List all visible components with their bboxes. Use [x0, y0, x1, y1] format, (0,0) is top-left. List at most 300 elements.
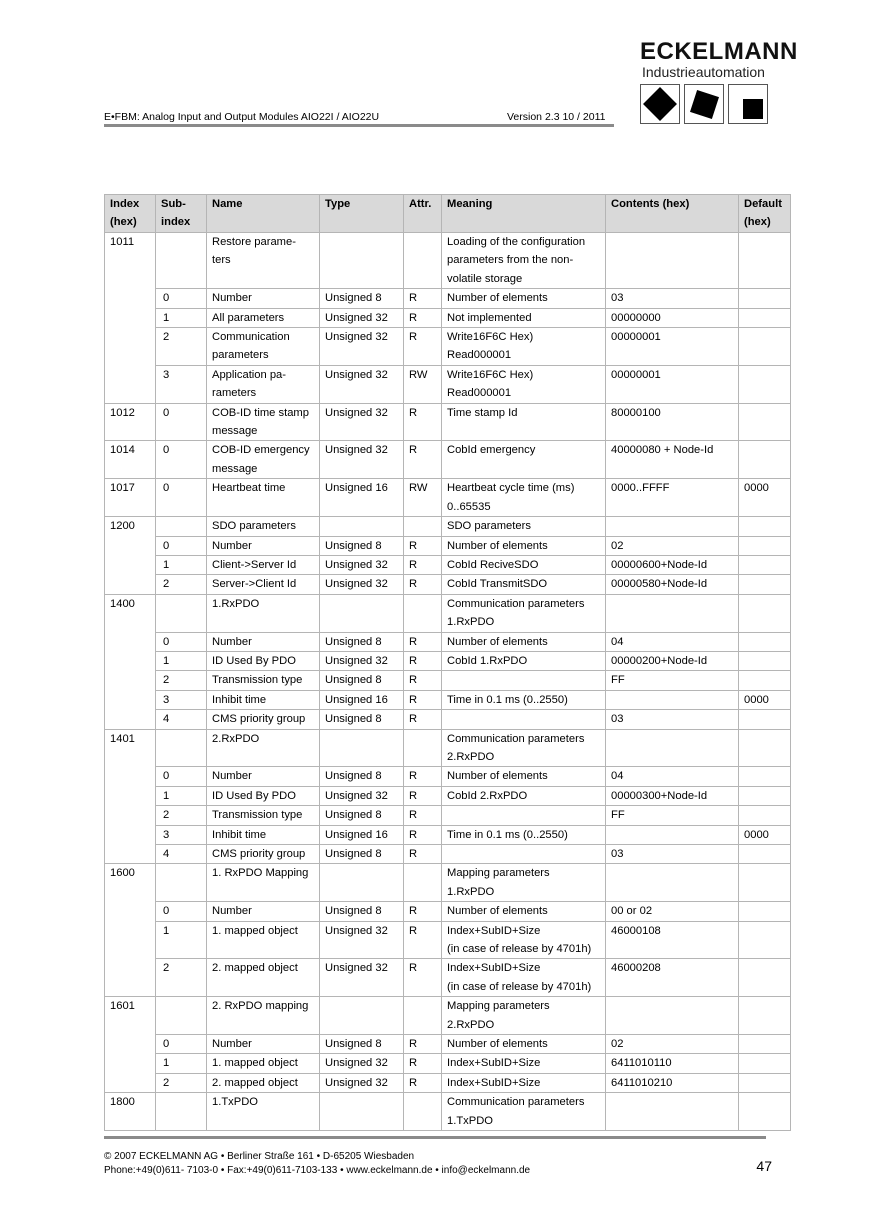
cell-type: Unsigned 8 [320, 767, 404, 786]
cell-subindex: 0 [156, 289, 207, 308]
cell-type: Unsigned 32 [320, 651, 404, 670]
column-header-line: Attr. [409, 198, 432, 210]
cell-name: CMS priority group [207, 845, 320, 864]
table-row [105, 479, 791, 517]
cell-default: 0000 [739, 479, 791, 517]
cell-default [739, 233, 791, 289]
cell-attr [404, 997, 442, 1035]
cell-name: Number [207, 632, 320, 651]
cell-name: ID Used By PDO [207, 651, 320, 670]
column-header-line: Meaning [447, 198, 493, 210]
cell-index [105, 632, 156, 651]
cell-default [739, 864, 791, 902]
cell-type: Unsigned 8 [320, 536, 404, 555]
cell-default [739, 651, 791, 670]
cell-index [105, 308, 156, 327]
cell-default [739, 671, 791, 690]
cell-meaning: Number of elements [442, 289, 606, 308]
cell-attr: R [404, 289, 442, 308]
cell-default [739, 1073, 791, 1092]
cell-default: 0000 [739, 825, 791, 844]
cell-type: Unsigned 8 [320, 289, 404, 308]
column-header [207, 195, 320, 233]
cell-name: Number [207, 902, 320, 921]
cell-contents: 00000200+Node-Id [606, 651, 739, 670]
object-dictionary-table [104, 194, 791, 1131]
cell-contents: 00000000 [606, 308, 739, 327]
cell-contents: 00000580+Node-Id [606, 575, 739, 594]
cell-meaning: Index+SubID+Size [442, 1054, 606, 1073]
table-row [105, 1093, 791, 1131]
footer-address: © 2007 ECKELMANN AG • Berliner Straße 161 • D-65205 Wiesbaden [104, 1151, 415, 1162]
cell-attr: R [404, 1073, 442, 1092]
cell-index [105, 1035, 156, 1054]
cell-name: COB-ID emergency message [207, 441, 320, 479]
cell-default [739, 632, 791, 651]
cell-subindex: 1 [156, 308, 207, 327]
cell-meaning [442, 845, 606, 864]
cell-contents [606, 864, 739, 902]
cell-name: Heartbeat time [207, 479, 320, 517]
cell-index [105, 328, 156, 366]
cell-name: 2. mapped object [207, 959, 320, 997]
cell-default [739, 786, 791, 805]
cell-type: Unsigned 8 [320, 902, 404, 921]
cell-attr: R [404, 308, 442, 327]
cell-type: Unsigned 8 [320, 671, 404, 690]
cell-meaning: Not implemented [442, 308, 606, 327]
cell-name: SDO parameters [207, 517, 320, 536]
cell-attr: R [404, 902, 442, 921]
cell-name: Number [207, 1035, 320, 1054]
cell-index: 1014 [105, 441, 156, 479]
cell-contents: 02 [606, 536, 739, 555]
cell-default [739, 517, 791, 536]
cell-index [105, 786, 156, 805]
cell-meaning: Number of elements [442, 767, 606, 786]
cell-type [320, 1093, 404, 1131]
cell-meaning: Index+SubID+Size [442, 1073, 606, 1092]
cell-subindex: 0 [156, 403, 207, 441]
cell-attr: R [404, 710, 442, 729]
cell-attr [404, 233, 442, 289]
cell-subindex: 0 [156, 1035, 207, 1054]
cell-meaning: Index+SubID+Size (in case of release by 4701h) [442, 959, 606, 997]
cell-attr: R [404, 1035, 442, 1054]
cell-attr: R [404, 575, 442, 594]
cell-index: 1011 [105, 233, 156, 289]
cell-default [739, 328, 791, 366]
cell-name: Number [207, 767, 320, 786]
cell-default [739, 536, 791, 555]
table-row [105, 289, 791, 308]
cell-attr [404, 864, 442, 902]
cell-default [739, 289, 791, 308]
cell-default [739, 710, 791, 729]
cell-meaning: Communication parameters 2.RxPDO [442, 729, 606, 767]
table-row [105, 594, 791, 632]
table-row [105, 845, 791, 864]
table-row [105, 921, 791, 959]
table-row [105, 233, 791, 289]
table-row [105, 864, 791, 902]
cell-type: Unsigned 16 [320, 479, 404, 517]
cell-name: Number [207, 536, 320, 555]
cell-attr: R [404, 441, 442, 479]
cell-index: 1012 [105, 403, 156, 441]
cell-name: 1. RxPDO Mapping [207, 864, 320, 902]
cell-name: CMS priority group [207, 710, 320, 729]
cell-index: 1600 [105, 864, 156, 902]
cell-subindex: 2 [156, 671, 207, 690]
brand-name: ECKELMANN [640, 38, 798, 65]
cell-subindex: 1 [156, 921, 207, 959]
cell-name: Restore parame- ters [207, 233, 320, 289]
cell-meaning: Heartbeat cycle time (ms) 0..65535 [442, 479, 606, 517]
cell-type: Unsigned 32 [320, 403, 404, 441]
cell-meaning: Time stamp Id [442, 403, 606, 441]
cell-contents: 00000300+Node-Id [606, 786, 739, 805]
table-row [105, 1054, 791, 1073]
cell-subindex: 0 [156, 441, 207, 479]
cell-contents: 6411010210 [606, 1073, 739, 1092]
cell-type: Unsigned 32 [320, 1054, 404, 1073]
cell-subindex [156, 729, 207, 767]
cell-name: Communication parameters [207, 328, 320, 366]
table-row [105, 690, 791, 709]
cell-contents [606, 825, 739, 844]
cell-name: 1.RxPDO [207, 594, 320, 632]
cell-attr: R [404, 1054, 442, 1073]
cell-attr: R [404, 632, 442, 651]
cell-subindex: 2 [156, 328, 207, 366]
cell-default [739, 729, 791, 767]
cell-name: Inhibit time [207, 825, 320, 844]
cell-attr: R [404, 671, 442, 690]
column-header-line: index [161, 216, 191, 229]
cell-name: Application pa- rameters [207, 365, 320, 403]
cell-meaning: CobId ReciveSDO [442, 555, 606, 574]
table-row [105, 517, 791, 536]
cell-type: Unsigned 32 [320, 575, 404, 594]
cell-default [739, 308, 791, 327]
cell-default [739, 806, 791, 825]
cell-type: Unsigned 32 [320, 365, 404, 403]
cell-index: 1200 [105, 517, 156, 536]
cell-type: Unsigned 16 [320, 825, 404, 844]
table-row [105, 806, 791, 825]
cell-name: 2.RxPDO [207, 729, 320, 767]
company-logo [640, 38, 798, 80]
table-row [105, 710, 791, 729]
table-row [105, 575, 791, 594]
cell-name: Transmission type [207, 806, 320, 825]
cell-name: Number [207, 289, 320, 308]
cell-default [739, 403, 791, 441]
cell-subindex: 3 [156, 690, 207, 709]
cell-attr: R [404, 690, 442, 709]
cell-meaning: Time in 0.1 ms (0..2550) [442, 690, 606, 709]
cell-default [739, 921, 791, 959]
cell-index [105, 555, 156, 574]
cell-subindex [156, 997, 207, 1035]
cell-contents [606, 997, 739, 1035]
cell-subindex: 0 [156, 479, 207, 517]
cell-type: Unsigned 8 [320, 1035, 404, 1054]
column-header [442, 195, 606, 233]
cell-index [105, 575, 156, 594]
cell-type [320, 729, 404, 767]
cell-attr: R [404, 786, 442, 805]
cell-attr: R [404, 806, 442, 825]
cell-type [320, 997, 404, 1035]
cell-type: Unsigned 32 [320, 921, 404, 959]
table-row [105, 441, 791, 479]
cell-subindex: 4 [156, 710, 207, 729]
cell-meaning: CobId 2.RxPDO [442, 786, 606, 805]
cell-subindex [156, 594, 207, 632]
table-row [105, 671, 791, 690]
cell-name: 1. mapped object [207, 921, 320, 959]
cell-meaning: Communication parameters 1.RxPDO [442, 594, 606, 632]
column-header [156, 195, 207, 233]
cell-subindex: 1 [156, 555, 207, 574]
document-title: E•FBM: Analog Input and Output Modules AIO22I / AIO22U [104, 111, 380, 123]
cell-index [105, 825, 156, 844]
cell-meaning [442, 671, 606, 690]
cell-type [320, 594, 404, 632]
cell-meaning: Write16F6C Hex) Read000001 [442, 328, 606, 366]
brand-subtitle: Industrieautomation [642, 64, 765, 80]
cell-meaning: Communication parameters 1.TxPDO [442, 1093, 606, 1131]
cell-index [105, 710, 156, 729]
cell-meaning [442, 806, 606, 825]
table-header-row [105, 195, 791, 233]
cell-contents: 03 [606, 845, 739, 864]
cell-attr: R [404, 403, 442, 441]
cell-name: 2. mapped object [207, 1073, 320, 1092]
cell-meaning: SDO parameters [442, 517, 606, 536]
column-header [105, 195, 156, 233]
column-header-line: Type [325, 198, 351, 210]
cell-default [739, 575, 791, 594]
cell-default [739, 1054, 791, 1073]
cell-subindex: 0 [156, 632, 207, 651]
cell-meaning: Number of elements [442, 536, 606, 555]
cell-contents: 00000001 [606, 365, 739, 403]
cell-subindex [156, 1093, 207, 1131]
cell-meaning [442, 710, 606, 729]
cell-attr [404, 729, 442, 767]
table-row [105, 308, 791, 327]
cell-attr [404, 517, 442, 536]
cell-index: 1017 [105, 479, 156, 517]
cell-contents: FF [606, 806, 739, 825]
cell-attr: R [404, 328, 442, 366]
cell-name: 1.TxPDO [207, 1093, 320, 1131]
document-version: Version 2.3 10 / 2011 [507, 111, 606, 123]
cell-default [739, 555, 791, 574]
cell-default [739, 365, 791, 403]
cell-contents: 03 [606, 289, 739, 308]
cell-default [739, 902, 791, 921]
cell-default [739, 959, 791, 997]
cell-attr: R [404, 959, 442, 997]
column-header-line: (hex) [110, 216, 137, 229]
table-row [105, 536, 791, 555]
cell-index [105, 921, 156, 959]
cell-subindex: 0 [156, 902, 207, 921]
cell-subindex: 2 [156, 1073, 207, 1092]
cell-type [320, 864, 404, 902]
column-header-line: Name [212, 198, 243, 210]
cell-type: Unsigned 16 [320, 690, 404, 709]
cell-type: Unsigned 8 [320, 632, 404, 651]
cell-default [739, 1093, 791, 1131]
header-divider [104, 124, 614, 127]
column-header [320, 195, 404, 233]
cell-contents: 46000208 [606, 959, 739, 997]
cell-type: Unsigned 8 [320, 845, 404, 864]
cell-default [739, 767, 791, 786]
cell-subindex: 1 [156, 786, 207, 805]
cell-contents: 02 [606, 1035, 739, 1054]
cell-index [105, 902, 156, 921]
cell-index [105, 536, 156, 555]
cell-meaning: CobId TransmitSDO [442, 575, 606, 594]
cell-subindex: 0 [156, 767, 207, 786]
cell-subindex: 2 [156, 806, 207, 825]
table-row [105, 1035, 791, 1054]
table-row [105, 959, 791, 997]
cell-contents: 04 [606, 767, 739, 786]
table-row [105, 365, 791, 403]
cell-name: Transmission type [207, 671, 320, 690]
cell-subindex [156, 517, 207, 536]
cell-type: Unsigned 32 [320, 308, 404, 327]
cell-attr: RW [404, 479, 442, 517]
cell-index [105, 651, 156, 670]
cell-type: Unsigned 32 [320, 441, 404, 479]
footer-contact: Phone:+49(0)611- 7103-0 • Fax:+49(0)611-7103-133 • www.eckelmann.de • info@eckelmann.de [104, 1165, 531, 1176]
cell-type [320, 233, 404, 289]
cell-type: Unsigned 32 [320, 786, 404, 805]
cell-subindex [156, 233, 207, 289]
column-header [606, 195, 739, 233]
cell-attr: R [404, 536, 442, 555]
cell-subindex: 3 [156, 825, 207, 844]
cell-default [739, 845, 791, 864]
table-row [105, 632, 791, 651]
cell-index [105, 845, 156, 864]
cell-index [105, 767, 156, 786]
cell-type: Unsigned 32 [320, 555, 404, 574]
cell-attr: R [404, 825, 442, 844]
column-header-line: Contents (hex) [611, 198, 690, 210]
cell-subindex: 0 [156, 536, 207, 555]
column-header-line: (hex) [744, 216, 771, 229]
cell-index [105, 1073, 156, 1092]
logo-squares-icon [640, 84, 768, 124]
cell-contents: FF [606, 671, 739, 690]
cell-contents: 04 [606, 632, 739, 651]
cell-contents [606, 517, 739, 536]
cell-name: Server->Client Id [207, 575, 320, 594]
cell-meaning: Number of elements [442, 632, 606, 651]
cell-contents: 6411010110 [606, 1054, 739, 1073]
cell-index [105, 365, 156, 403]
table-row [105, 767, 791, 786]
cell-contents: 46000108 [606, 921, 739, 959]
cell-type [320, 517, 404, 536]
cell-default [739, 997, 791, 1035]
cell-meaning: Mapping parameters 2.RxPDO [442, 997, 606, 1035]
column-header [739, 195, 791, 233]
cell-meaning: Index+SubID+Size (in case of release by 4701h) [442, 921, 606, 959]
cell-subindex: 1 [156, 1054, 207, 1073]
cell-contents [606, 233, 739, 289]
cell-attr: R [404, 921, 442, 959]
cell-contents [606, 690, 739, 709]
cell-contents [606, 729, 739, 767]
cell-subindex [156, 864, 207, 902]
cell-name: ID Used By PDO [207, 786, 320, 805]
table-row [105, 997, 791, 1035]
cell-default [739, 1035, 791, 1054]
cell-subindex: 4 [156, 845, 207, 864]
cell-contents: 00000600+Node-Id [606, 555, 739, 574]
cell-attr: R [404, 555, 442, 574]
cell-meaning: Number of elements [442, 1035, 606, 1054]
cell-name: Client->Server Id [207, 555, 320, 574]
cell-name: 1. mapped object [207, 1054, 320, 1073]
cell-contents [606, 594, 739, 632]
cell-type: Unsigned 32 [320, 1073, 404, 1092]
cell-index: 1401 [105, 729, 156, 767]
cell-index: 1400 [105, 594, 156, 632]
table-row [105, 825, 791, 844]
cell-default [739, 441, 791, 479]
cell-name: Inhibit time [207, 690, 320, 709]
cell-index: 1800 [105, 1093, 156, 1131]
cell-default: 0000 [739, 690, 791, 709]
cell-contents [606, 1093, 739, 1131]
table-row [105, 555, 791, 574]
cell-contents: 00000001 [606, 328, 739, 366]
cell-contents: 40000080 + Node-Id [606, 441, 739, 479]
cell-contents: 0000..FFFF [606, 479, 739, 517]
cell-index [105, 289, 156, 308]
cell-subindex: 2 [156, 959, 207, 997]
cell-meaning: CobId emergency [442, 441, 606, 479]
cell-type: Unsigned 8 [320, 710, 404, 729]
column-header-line: Default [744, 198, 782, 210]
cell-name: COB-ID time stamp message [207, 403, 320, 441]
cell-index [105, 671, 156, 690]
cell-type: Unsigned 8 [320, 806, 404, 825]
cell-attr [404, 594, 442, 632]
cell-name: All parameters [207, 308, 320, 327]
cell-attr: R [404, 651, 442, 670]
column-header [404, 195, 442, 233]
table-row [105, 786, 791, 805]
cell-index: 1601 [105, 997, 156, 1035]
table-row [105, 651, 791, 670]
cell-index [105, 690, 156, 709]
table-row [105, 328, 791, 366]
cell-contents: 80000100 [606, 403, 739, 441]
page-number: 47 [756, 1158, 772, 1174]
